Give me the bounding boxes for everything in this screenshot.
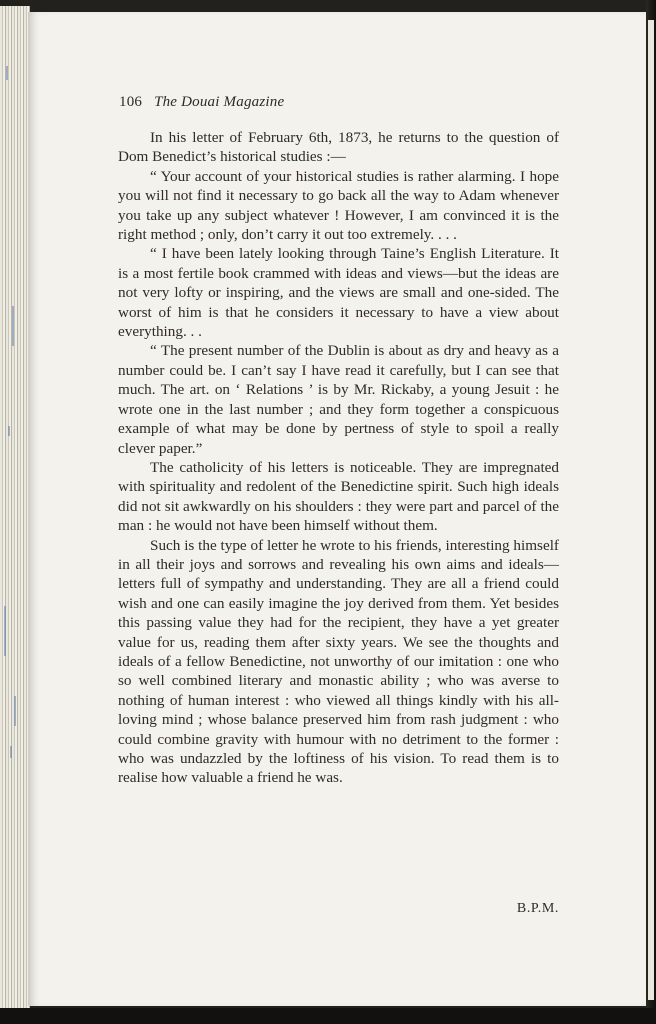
- page-edge-mark: [10, 746, 12, 758]
- paragraph: Such is the type of letter he wrote to his friends, interesting himself in all their joys and sorrows and revealing his own aims and ideals—letters full of sympathy and understanding. They are all a friend could wish and one can easily imagine the joy derived from them. Yet besides this passing value they had for the recipient, they have a yet greater value for us, reading them after sixty years. We see the thoughts and ideals of a fellow Benedictine, not unworthy of our imitation : one who so well combined literary and monastic ability ; who was averse to nothing of human interest : who viewed all things kindly with his all-loving mind ; whose balance preserved him from rash judgment : who could combine gravity with humour with no detriment to the former : who was undazzled by the loftiness of his vision. To read them is to realise how valuable a friend he was.: [118, 536, 559, 787]
- paragraph: “ Your account of your historical studies is rather alarming. I hope you will not find it necessary to go back all the way to Adam whenever you take up any subject whatever ! However, I am convinced it is the right method ; only, don’t carry it out too extremely. . . .: [118, 167, 559, 244]
- running-head: [119, 94, 284, 111]
- paragraph: In his letter of February 6th, 1873, he returns to the question of Dom Benedict’s historical studies :—: [118, 129, 559, 166]
- paragraph: “ I have been lately looking through Taine’s English Literature. It is a most fertile book crammed with ideas and views—but the ideas are not very lofty or inspiring, and the views are small and one-sided. The worst of him is that he considers it necessary to have a view about everything. . .: [118, 245, 559, 341]
- page-stack-edge: [0, 6, 30, 1010]
- page-number: 106: [119, 94, 143, 110]
- paragraph: The catholicity of his letters is noticeable. They are impregnated with spirituality and redolent of the Benedictine spirit. Such high ideals did not sit awkwardly on his shoulders : they were part and parcel of the man : he would not have been himself without them.: [118, 458, 559, 535]
- book-bottom-edge: [0, 1008, 656, 1024]
- page-edge-strip: [648, 20, 654, 1000]
- page-edge-mark: [4, 606, 6, 656]
- publication-title: The Douai Magazine: [154, 94, 285, 110]
- page-edge-mark: [12, 306, 14, 346]
- body-text: [118, 128, 559, 788]
- paragraph: “ The present number of the Dublin is about as dry and heavy as a number could be. I can’t say I have read it carefully, but I can see that much. The art. on ‘ Relations ’ is by Mr. Rickaby, a young Jesuit : he wrote one in the last number ; and they form together a conspicuous example of what may be done by pertness of style to spoil a really clever paper.”: [118, 342, 559, 457]
- author-signature: B.P.M.: [516, 901, 559, 916]
- page-edge-mark: [14, 696, 16, 726]
- page-edge-mark: [8, 426, 10, 436]
- page-edge-mark: [6, 66, 8, 80]
- book-right-edge: [646, 0, 656, 1024]
